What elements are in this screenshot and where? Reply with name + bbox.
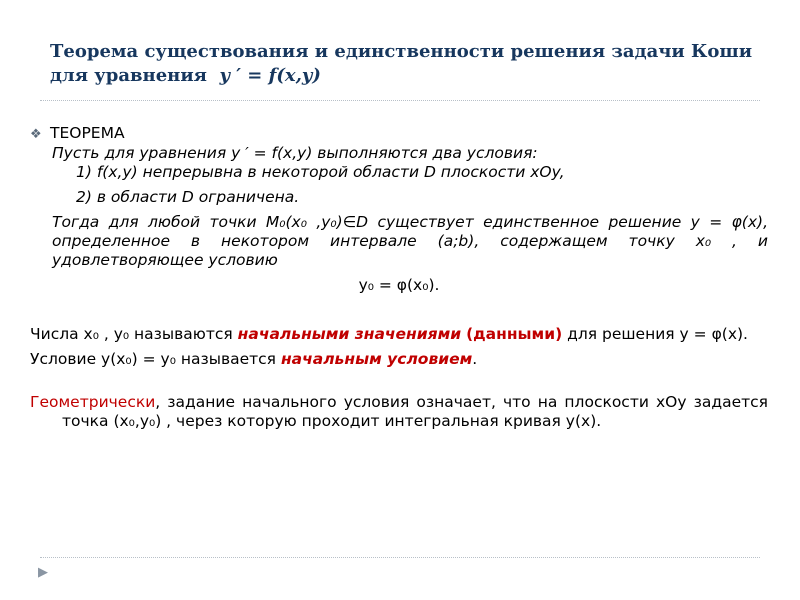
p2-end: . xyxy=(472,350,478,368)
p1-highlight-initial-values: начальными значениями xyxy=(237,325,462,343)
triangle-right-icon[interactable]: ▶ xyxy=(38,565,48,580)
p3-highlight-geometric: Геометрически xyxy=(30,393,156,411)
slide-title xyxy=(50,40,770,88)
theorem-conclusion: Тогда для любой точки M₀(x₀ ,y₀)∈D существует единственное решение y = φ(x), определенное в некотором интервале (a;b), содержащем точку x₀ , и удовлетворяющее условию xyxy=(52,213,768,269)
diamond-bullet-icon: ❖ xyxy=(30,127,42,142)
title-line-2-prefix: для уравнения xyxy=(50,65,207,86)
title-line-1: Теорема существования и единственности решения задачи Коши xyxy=(50,41,753,62)
footer-divider xyxy=(40,557,760,558)
p3-rest: , задание начального условия означает, что на плоскости xOy задается точка (x₀,y₀) , через которую проходит интегральная кривая y(x). xyxy=(62,393,768,430)
theorem-heading: ТЕОРЕМА xyxy=(50,124,125,142)
condition-1: 1) f(x,y) непрерывна в некоторой области D плоскости xOy, xyxy=(76,163,565,181)
p2-highlight-initial-condition: начальным условием xyxy=(280,350,473,368)
p2-start: Условие y(x₀) = y₀ называется xyxy=(30,350,276,368)
theorem-heading-row xyxy=(30,124,768,144)
theorem-intro: Пусть для уравнения y ′ = f(x,y) выполняются два условия: xyxy=(52,144,538,162)
condition-2: 2) в области D ограничена. xyxy=(76,188,300,206)
slide-body xyxy=(30,124,768,431)
initial-condition-formula: y₀ = φ(x₀). xyxy=(358,276,440,294)
paragraph-initial-condition xyxy=(30,350,768,369)
p1-end: для решения y = φ(x). xyxy=(567,325,748,343)
paragraph-geometric xyxy=(30,393,768,431)
p1-highlight-data: (данными) xyxy=(466,325,563,343)
paragraph-initial-values xyxy=(30,325,768,344)
title-divider xyxy=(40,100,760,101)
p1-start: Числа x₀ , y₀ называются xyxy=(30,325,233,343)
title-formula: y ′ = f(x,y) xyxy=(219,65,321,86)
